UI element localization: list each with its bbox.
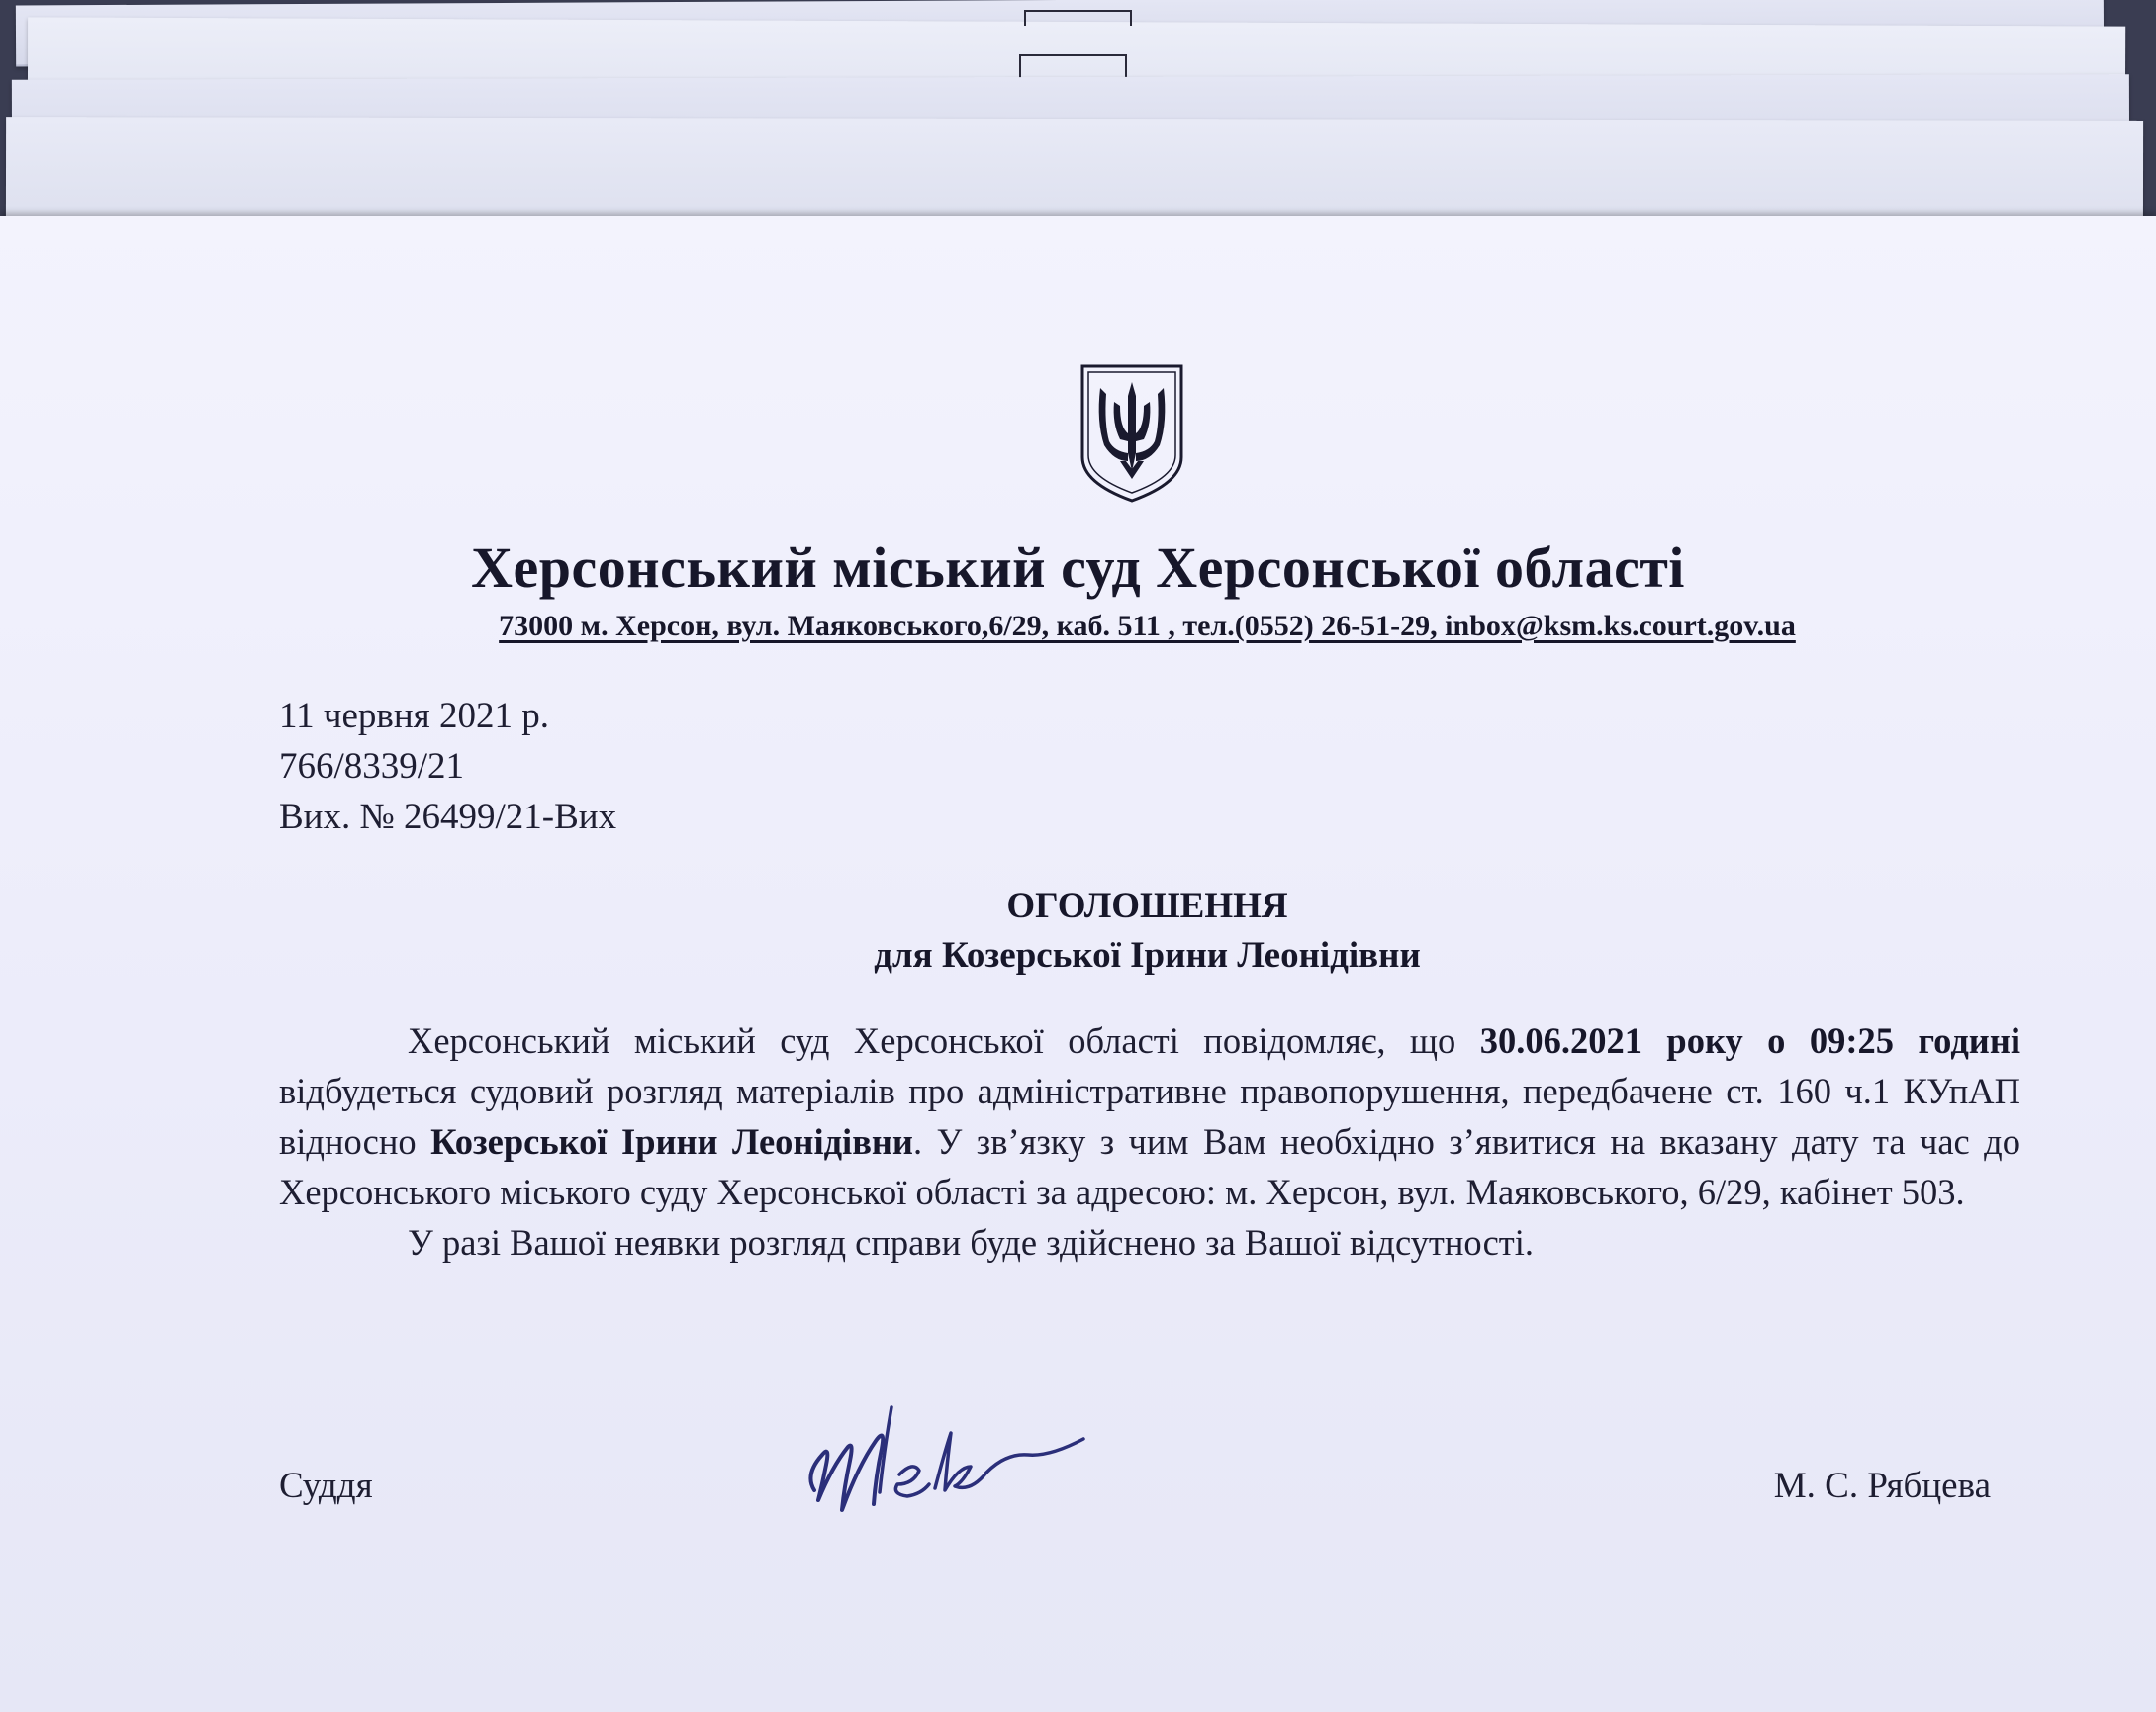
court-notice-document [0, 216, 2156, 1712]
hearing-datetime: 30.06.2021 року о 09:25 годині [1479, 1020, 2021, 1061]
defendant-name: Козерської Ірини Леонідівни [430, 1121, 913, 1162]
notice-end-text: . У зв’язку з чим Вам необхідно з’явитися на вказану дату та час до Херсонського міського суду Херсонської області за адресою: м. Херсон, вул. Маяковського, 6/29, кабінет 503. [279, 1121, 2020, 1212]
notice-body [279, 1015, 2020, 1268]
case-number: 766/8339/21 [279, 746, 465, 787]
announcement-title: ОГОЛОШЕННЯ [1006, 886, 1288, 926]
notice-middle-text: відбудеться судовий розгляд матеріалів про адміністративне правопорушення, передбачене ст. 160 ч.1 КУпАП відносно [279, 1071, 2020, 1162]
judge-role-label: Суддя [279, 1466, 373, 1506]
judge-signature [797, 1393, 1103, 1532]
document-metadata [279, 691, 616, 842]
court-address: 73000 м. Херсон, вул. Маяковського,6/29, каб. 511 , тел.(0552) 26-51-29, inbox@ksm.ks.court.gov.ua [499, 610, 1796, 642]
trident-coat-of-arms-icon [1077, 362, 1187, 503]
notice-paragraph [279, 1015, 2020, 1217]
court-title: Херсонський міський суд Херсонської області [471, 535, 1685, 600]
judge-name: М. С. Рябцева [1773, 1466, 1991, 1506]
background-emblem-fragment [1024, 10, 1132, 26]
document-date: 11 червня 2021 р. [279, 696, 549, 736]
absence-warning: У разі Вашої неявки розгляд справи буде здійснено за Вашої відсутності. [408, 1222, 1534, 1263]
announcement-recipient: для Козерської Ірини Леонідівни [874, 935, 1421, 976]
outgoing-number: Вих. № 26499/21-Вих [279, 797, 617, 837]
notice-intro-text: Херсонський міський суд Херсонської області повідомляє, що [408, 1020, 1480, 1061]
